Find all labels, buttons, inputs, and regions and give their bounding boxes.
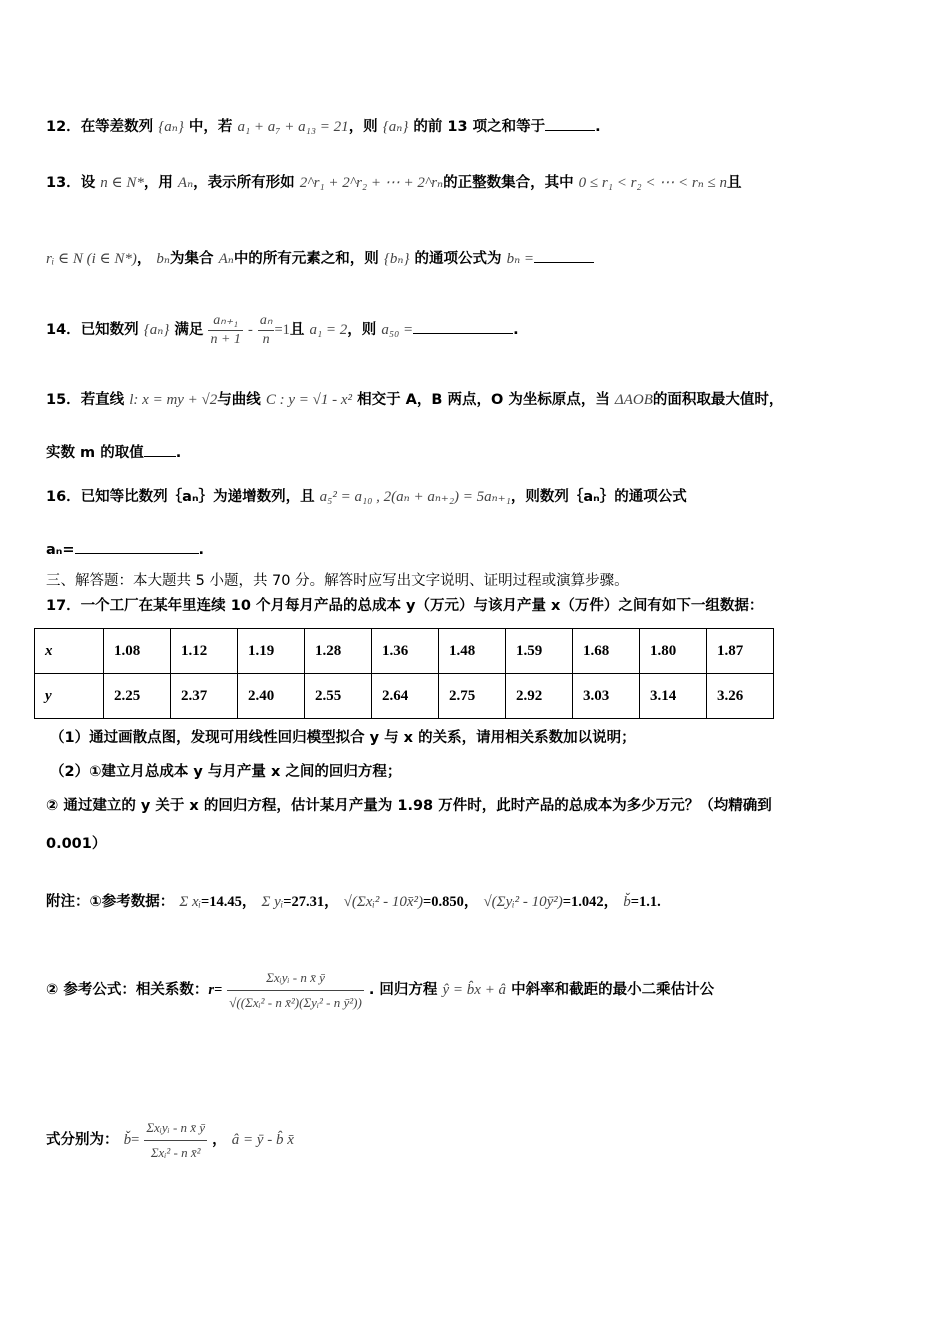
question-17-part1: （1）通过画散点图，发现可用线性回归模型拟合 y 与 x 的关系，请用相关系数加以说明； [50,730,636,746]
formula: a₁ + a₇ + a₁₃ = 21 [237,119,349,135]
question-number: 14． [46,322,81,338]
value: =14.45， [201,894,257,910]
question-13 [46,173,910,193]
operator: =1 [274,322,290,338]
question-number: 16． [46,489,81,505]
text: . [198,542,205,558]
question-15 [46,390,910,410]
formula: ŷ = b̂x + â [442,982,507,998]
numerator: Σxᵢyᵢ - n x̄ ȳ [227,966,364,991]
text: 中的所有元素之和，则 [233,251,379,267]
text: ，用 [143,175,173,191]
text: ，则数列｛aₙ｝的通项公式 [510,489,687,505]
table-cell: 3.03 [573,674,640,719]
text: 已知数列 [80,322,139,338]
formula: r= [208,982,223,998]
label: 式分别为： [46,1132,119,1148]
answer-blank[interactable] [545,115,595,131]
formula: Σ xᵢ [179,894,202,910]
label: ② 参考公式：相关系数： [46,982,209,998]
reference-formula-cont: 式分别为： b̌= $\frac{\text{Σxᵢyᵢ - n x̄ ȳ}}{\text{Σxᵢ² - n x̄²}}$ ， â = ȳ - b̂ x̄ [46,1105,910,1175]
text: 且 [727,175,742,191]
formula: Aₙ [218,251,234,267]
formula: ΔAOB [614,392,653,408]
formula: a₅² = a₁₀ , 2(aₙ + aₙ₊₂) = 5aₙ₊₁ [319,489,511,505]
question-number: 15． [46,392,81,408]
numerator: aₙ [258,312,275,331]
text: 与曲线 [217,392,261,408]
formula: bₙ [156,251,170,267]
fraction [258,312,275,349]
formula: Aₙ [177,175,194,191]
answer-blank[interactable] [413,318,513,334]
formula: a₅₀ = [381,322,414,338]
question-17-part2b-cont: 0.001） [46,836,107,852]
formula: √(Σyᵢ² - 10ȳ²) [483,894,563,910]
question-number: 12． [46,119,81,135]
formula: √(Σxᵢ² - 10x̄²) [343,894,423,910]
text: 满足 [169,322,204,338]
text: 实数 m 的取值 [46,445,144,461]
formula: {bₙ} [383,251,410,267]
row-header: y [35,674,104,719]
formula: 2^r₁ + 2^r₂ + ⋯ + 2^rₙ [299,175,444,191]
text: ，表示所有形如 [193,175,295,191]
question-15-cont [46,441,910,463]
text: . [175,445,182,461]
answer-blank[interactable] [75,538,199,554]
question-12 [46,115,910,137]
text: 为集合 [170,251,214,267]
text: 且 [289,322,305,338]
text: aₙ= [46,542,75,558]
text: ， [136,251,152,267]
table-cell: 1.36 [372,629,439,674]
row-header: x [35,629,104,674]
formula: b̌ [123,1132,132,1148]
reference-data [46,882,910,922]
text: 已知等比数列｛aₙ｝为递增数列，且 [80,489,315,505]
value: =27.31， [283,894,339,910]
correlation-fraction [227,966,364,1015]
denominator: √((Σxᵢ² - n x̄²)(Σyᵢ² - n ȳ²)) [229,994,362,1010]
formula: l: x = my + √2 [129,392,218,408]
formula: {aₙ} [158,119,184,135]
text: . [513,322,519,338]
text: 在等差数列 [80,119,154,135]
text: 的通项公式为 [409,251,502,267]
data-table [34,628,774,719]
denominator: n [262,331,270,347]
table-cell: 1.68 [573,629,640,674]
text: 设 [80,175,96,191]
formula: C : y = √1 - x² [265,392,353,408]
table-cell: 1.19 [238,629,305,674]
table-cell: 2.55 [305,674,372,719]
question-17-part2b: ② 通过建立的 y 关于 x 的回归方程，估计某月产量为 1.98 万件时，此时产品的总成本为多少万元？（均精确到 [46,798,772,814]
formula: {aₙ} [143,322,170,338]
table-cell: 1.08 [104,629,171,674]
section-heading: 三、解答题：本大题共 5 小题，共 70 分。解答时应写出文字说明、证明过程或演算步骤。 [46,573,629,589]
slope-fraction [144,1116,207,1165]
table-cell: 2.92 [506,674,573,719]
text: 中斜率和截距的最小二乘估计公 [511,982,715,998]
text: 中，若 [183,119,233,135]
label: 附注：①参考数据： [46,894,175,910]
table-cell: 1.12 [171,629,238,674]
text: . 回归方程 [368,982,438,998]
denominator: Σxᵢ² - n x̄² [150,1144,201,1160]
numerator: Σxᵢyᵢ - n x̄ ȳ [144,1116,207,1141]
table-cell: 1.59 [506,629,573,674]
formula: Σ yᵢ [261,894,284,910]
table-cell: 2.37 [171,674,238,719]
question-14 [46,305,910,355]
formula: 0 ≤ r₁ < r₂ < ⋯ < rₙ ≤ n [578,175,728,191]
formula: {aₙ} [382,119,409,135]
table-cell: 2.64 [372,674,439,719]
formula: a₁ = 2 [309,322,348,338]
text: ，则 [348,119,378,135]
answer-blank[interactable] [534,247,594,263]
table-row-x [35,629,774,674]
question-17-part2: （2）①建立月总成本 y 与月产量 x 之间的回归方程； [50,764,402,780]
text: 相交于 A，B 两点，O 为坐标原点，当 [352,392,610,408]
table-cell: 3.14 [640,674,707,719]
question-17-intro: 17．一个工厂在某年里连续 10 个月每月产品的总成本 y（万元）与该月产量 x（万件）之间有如下一组数据： [46,598,764,614]
table-cell: 2.40 [238,674,305,719]
text: . [595,119,601,135]
operator: - [247,322,253,338]
text: ，则 [347,322,377,338]
formula: n ∈ N* [100,175,144,191]
denominator: n + 1 [210,331,241,347]
table-cell: 1.87 [707,629,774,674]
table-row-y [35,674,774,719]
formula: rᵢ ∈ N (i ∈ N*) [46,251,137,267]
reference-formula [46,955,910,1025]
question-16-cont [46,538,910,560]
text: 若直线 [80,392,125,408]
question-13-cont [46,247,910,269]
formula: b̌ [623,894,631,910]
value: =0.850， [422,894,479,910]
table-cell: 2.25 [104,674,171,719]
question-number: 13． [46,175,81,191]
table-cell: 1.28 [305,629,372,674]
numerator: aₙ₊₁ [208,312,242,331]
table-cell: 1.48 [439,629,506,674]
answer-blank[interactable] [144,441,176,457]
question-16 [46,487,910,507]
formula: â = ȳ - b̂ x̄ [231,1132,294,1148]
text: 的前 13 项之和等于 [408,119,546,135]
table-cell: 3.26 [707,674,774,719]
value: =1.1. [630,894,661,910]
table-cell: 1.80 [640,629,707,674]
fraction [208,312,242,349]
value: =1.042， [562,894,619,910]
table-cell: 2.75 [439,674,506,719]
formula: bₙ = [506,251,535,267]
text: 的正整数集合，其中 [443,175,574,191]
text: 的面积取最大值时， [652,392,784,408]
